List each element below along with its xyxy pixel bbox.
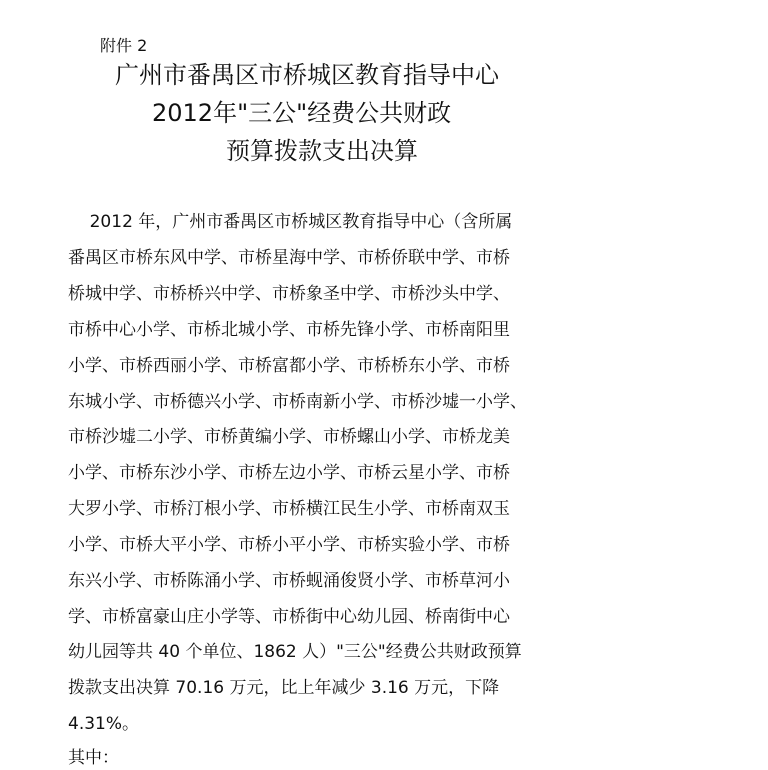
body-line: 幼儿园等共 40 个单位、1862 人）"三公"经费公共财政预算 (68, 642, 522, 662)
body-line: 拨款支出决算 70.16 万元，比上年减少 3.16 万元，下降 (68, 678, 500, 698)
attachment-label: 附件 2 (100, 36, 148, 55)
body-line: 小学、市桥西丽小学、市桥富都小学、市桥桥东小学、市桥 (68, 356, 510, 376)
body-line: 东城小学、市桥德兴小学、市桥南新小学、市桥沙墟一小学、 (68, 392, 527, 412)
body-line: 4.31%。 (68, 714, 140, 734)
body-line: 2012 年，广州市番禺区市桥城区教育指导中心（含所属 (68, 212, 513, 232)
body-line: 小学、市桥东沙小学、市桥左边小学、市桥云星小学、市桥 (68, 463, 510, 483)
title-line-1: 广州市番禺区市桥城区教育指导中心 (115, 61, 499, 89)
body-line: 桥城中学、市桥桥兴中学、市桥象圣中学、市桥沙头中学、 (68, 284, 510, 304)
title-line-2: 2012年"三公"经费公共财政 (152, 99, 452, 127)
title-line-3: 预算拨款支出决算 (226, 137, 418, 165)
body-line: 学、市桥富豪山庄小学等、市桥街中心幼儿园、桥南街中心 (68, 607, 510, 627)
body-line: 东兴小学、市桥陈涌小学、市桥蚬涌俊贤小学、市桥草河小 (68, 571, 510, 591)
body-line: 小学、市桥大平小学、市桥小平小学、市桥实验小学、市桥 (68, 535, 510, 555)
body-line: 大罗小学、市桥汀根小学、市桥横江民生小学、市桥南双玉 (68, 499, 510, 519)
body-line: 市桥沙墟二小学、市桥黄编小学、市桥螺山小学、市桥龙美 (68, 427, 510, 447)
body-line: 其中： (68, 748, 119, 768)
body-line: 番禺区市桥东风中学、市桥星海中学、市桥侨联中学、市桥 (68, 248, 510, 268)
body-line: 市桥中心小学、市桥北城小学、市桥先锋小学、市桥南阳里 (68, 320, 510, 340)
